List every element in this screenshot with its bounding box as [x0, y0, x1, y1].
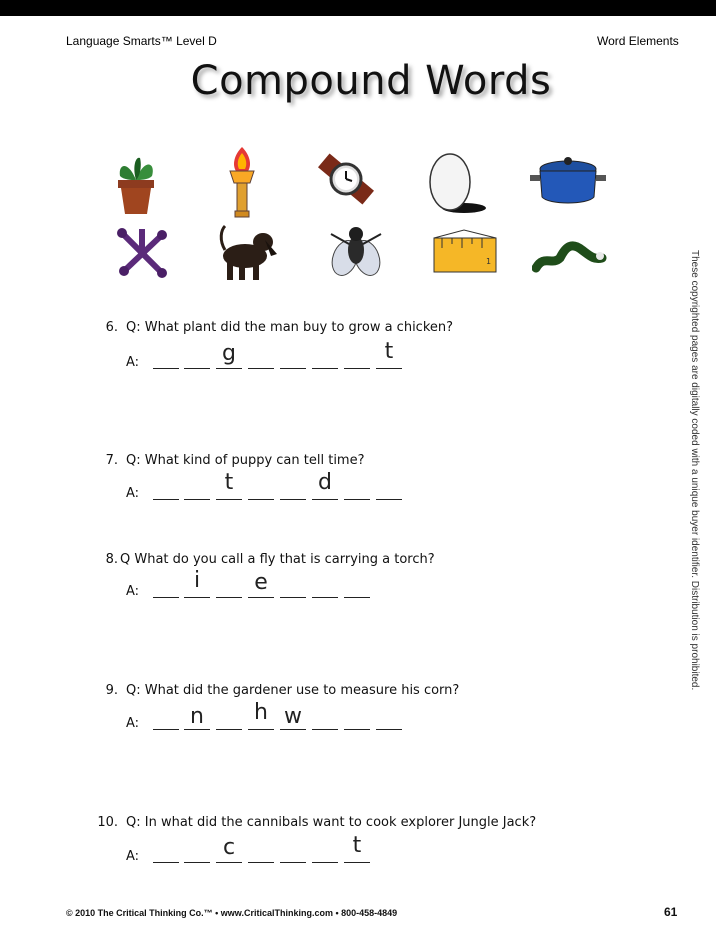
answer-blank[interactable] [248, 368, 274, 369]
answer-blank[interactable] [216, 862, 242, 863]
answer-blank[interactable] [280, 597, 306, 598]
answer-blank[interactable] [216, 597, 242, 598]
answer-blank[interactable] [344, 729, 370, 730]
jack-icon [114, 225, 170, 281]
given-letter: h [254, 700, 268, 725]
answer-blank[interactable] [312, 368, 338, 369]
given-letter: w [284, 704, 302, 729]
dog-icon [215, 220, 279, 284]
given-letter: c [222, 835, 236, 860]
footer-copyright: © 2010 The Critical Thinking Co.™ • www.CriticalThinking.com • 800-458-4849 [66, 908, 398, 918]
worm-icon [532, 236, 608, 274]
page-number: 61 [664, 905, 678, 919]
answer-blank[interactable] [280, 729, 306, 730]
answer-blank[interactable] [248, 862, 274, 863]
question-number: 9. [105, 683, 118, 698]
egg-icon [424, 148, 488, 214]
answer-label: A: [126, 584, 140, 599]
answer-blank[interactable] [216, 499, 242, 500]
answer-blank[interactable] [312, 597, 338, 598]
answer-blank[interactable] [344, 499, 370, 500]
given-letter: n [190, 704, 204, 729]
given-letter: d [318, 470, 332, 495]
answer-label: A: [126, 355, 140, 370]
answer-blank[interactable] [280, 368, 306, 369]
flowerpot-icon [110, 150, 162, 218]
page-title: Compound Words [190, 58, 552, 104]
question-number: 8. [105, 552, 118, 567]
question-text: Q: What did the gardener use to measure his corn? [126, 683, 460, 698]
answer-blank[interactable] [344, 597, 370, 598]
answer-blank[interactable] [376, 729, 402, 730]
ruler-icon [432, 228, 498, 276]
cooking-pot-icon [528, 155, 608, 207]
answer-blank[interactable] [280, 862, 306, 863]
answer-blank[interactable] [280, 499, 306, 500]
answer-blank[interactable] [153, 597, 179, 598]
question-text: Q: What plant did the man buy to grow a chicken? [126, 320, 454, 335]
answer-blank[interactable] [344, 862, 370, 863]
torch-icon [222, 145, 262, 220]
answer-blank[interactable] [376, 499, 402, 500]
given-letter: i [193, 568, 201, 593]
copyright-notice: These copyrighted pages are digitally coded with a unique buyer identifier. Distribution is prohibited. [689, 250, 700, 691]
header-book-title: Language Smarts™ Level D [66, 34, 217, 48]
answer-label: A: [126, 486, 140, 501]
top-bar [0, 0, 716, 16]
answer-blank[interactable] [184, 862, 210, 863]
question-text: Q What do you call a fly that is carrying a torch? [120, 552, 435, 567]
answer-label: A: [126, 849, 140, 864]
answer-blank[interactable] [344, 368, 370, 369]
question-text: Q: In what did the cannibals want to cook explorer Jungle Jack? [126, 815, 537, 830]
answer-blank[interactable] [312, 499, 338, 500]
answer-blank[interactable] [184, 499, 210, 500]
watch-icon [315, 148, 377, 210]
given-letter: e [254, 570, 268, 595]
question-number: 6. [105, 320, 118, 335]
given-letter: t [384, 339, 394, 364]
question-number: 10. [97, 815, 118, 830]
answer-blank[interactable] [312, 862, 338, 863]
answer-blank[interactable] [153, 862, 179, 863]
answer-blank[interactable] [184, 368, 210, 369]
answer-blank[interactable] [153, 368, 179, 369]
svg-text:1: 1 [486, 257, 492, 266]
answer-blank[interactable] [216, 729, 242, 730]
answer-blank[interactable] [248, 729, 274, 730]
question-text: Q: What kind of puppy can tell time? [126, 453, 365, 468]
answer-blank[interactable] [216, 368, 242, 369]
answer-blank[interactable] [376, 368, 402, 369]
given-letter: t [224, 470, 234, 495]
fly-icon [325, 220, 387, 282]
answer-blank[interactable] [153, 499, 179, 500]
answer-blank[interactable] [248, 597, 274, 598]
question-number: 7. [105, 453, 118, 468]
answer-label: A: [126, 716, 140, 731]
answer-blank[interactable] [153, 729, 179, 730]
given-letter: t [352, 833, 362, 858]
answer-blank[interactable] [248, 499, 274, 500]
given-letter: g [222, 341, 236, 366]
answer-blank[interactable] [184, 597, 210, 598]
answer-blank[interactable] [312, 729, 338, 730]
header-section: Word Elements [597, 34, 679, 48]
answer-blank[interactable] [184, 729, 210, 730]
